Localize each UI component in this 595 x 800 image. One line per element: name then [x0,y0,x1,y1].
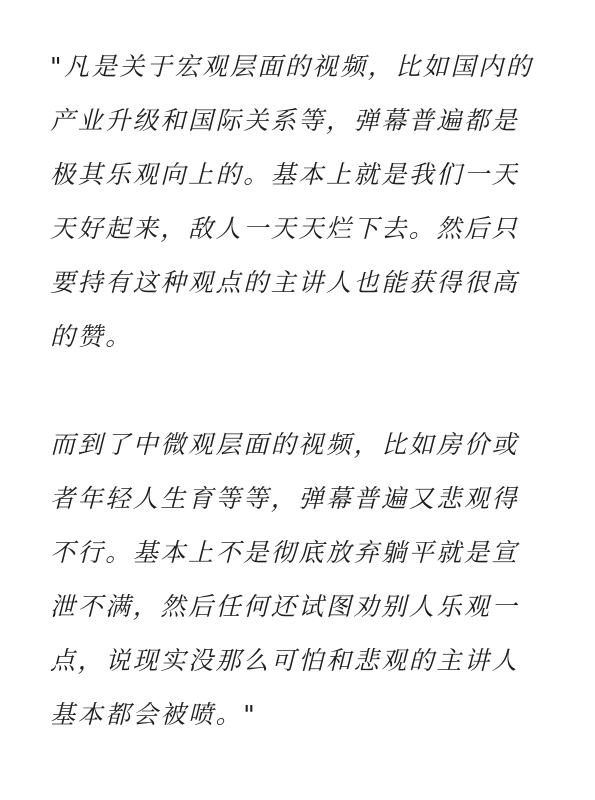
text-line: 泄不满，然后任何还试图劝别人乐观一 [50,592,520,621]
paragraph-macro [50,40,550,364]
text-line: "凡是关于宏观层面的视频，比如国内的 [50,52,534,81]
text-line: 而到了中微观层面的视频，比如房价或 [50,430,520,459]
text-line: 极其乐观向上的。基本上就是我们一天 [50,160,520,189]
text-line: 要持有这种观点的主讲人也能获得很高 [50,268,520,297]
quote-text-block [50,40,550,742]
paragraph-micro [50,418,550,742]
text-line: 的赞。 [50,322,133,351]
text-line: 者年轻人生育等等，弹幕普遍又悲观得 [50,484,520,513]
text-line: 产业升级和国际关系等，弹幕普遍都是 [50,106,520,135]
text-line: 基本都会被喷。" [50,700,258,729]
text-line: 不行。基本上不是彻底放弃躺平就是宣 [50,538,520,567]
text-line: 天好起来，敌人一天天烂下去。然后只 [50,214,520,243]
text-line: 点，说现实没那么可怕和悲观的主讲人 [50,646,520,675]
paragraph-spacer [50,364,550,418]
